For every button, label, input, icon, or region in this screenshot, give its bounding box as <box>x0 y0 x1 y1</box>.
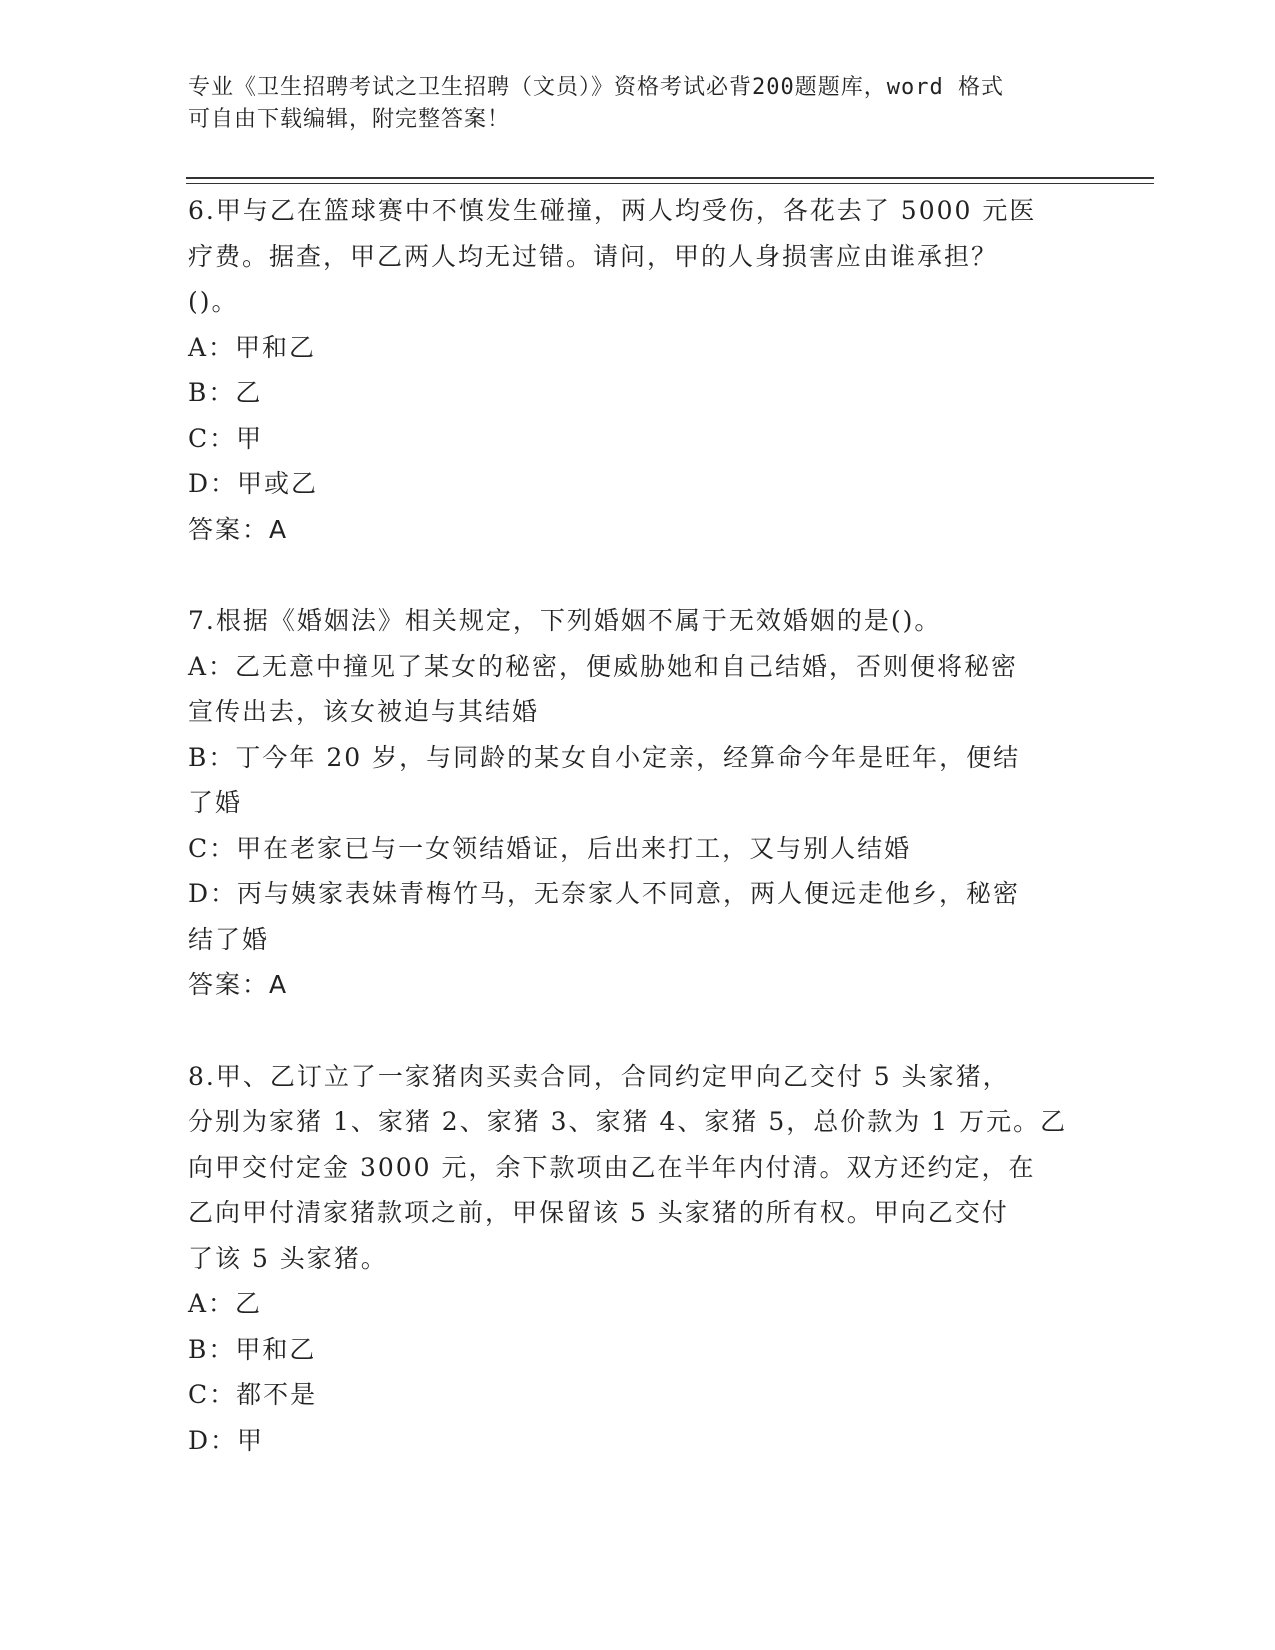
question-text-line: ()。 <box>188 287 239 316</box>
option-d <box>188 871 1088 962</box>
option-line: C：甲 <box>188 423 264 453</box>
option-b <box>188 735 1088 826</box>
header-line: 专业《卫生招聘考试之卫生招聘（文员）》资格考试必背200题题库，word 格式 <box>188 75 1004 100</box>
option-c <box>188 416 1088 462</box>
question-item <box>188 598 1088 1008</box>
question-item <box>188 1054 1088 1464</box>
header-line: 可自由下载编辑，附完整答案！ <box>188 107 511 132</box>
option-line: A：乙无意中撞见了某女的秘密，便威胁她和自己结婚，否则便将秘密 <box>188 651 1019 681</box>
option-b <box>188 1327 1088 1373</box>
question-text-line: 了该 5 头家猪。 <box>188 1243 388 1273</box>
option-line: B：甲和乙 <box>188 1334 317 1364</box>
option-line: 了婚 <box>188 788 243 817</box>
option-a <box>188 325 1088 371</box>
option-line: A：乙 <box>188 1289 263 1318</box>
option-b <box>188 370 1088 416</box>
question-text-line: 7.根据《婚姻法》相关规定，下列婚姻不属于无效婚姻的是()。 <box>188 606 942 635</box>
option-line: A：甲和乙 <box>188 332 317 362</box>
answer-line: 答案：A <box>188 514 289 544</box>
question-text-line: 8.甲、乙订立了一家猪肉买卖合同，合同约定甲向乙交付 5 头家猪， <box>188 1061 1010 1091</box>
question-text-line: 6.甲与乙在篮球赛中不慎发生碰撞，两人均受伤，各花去了 5000 元医 <box>188 196 1037 225</box>
option-line: D：甲或乙 <box>188 469 319 498</box>
question-item <box>188 188 1088 552</box>
option-line: C：都不是 <box>188 1380 318 1409</box>
question-text <box>188 1054 1088 1282</box>
spacer <box>188 1008 1088 1054</box>
option-d <box>188 1418 1088 1464</box>
option-line: D：甲 <box>188 1425 265 1455</box>
question-text-line: 向甲交付定金 3000 元，余下款项由乙在半年内付清。双方还约定，在 <box>188 1152 1036 1182</box>
option-line: B：丁今年 20 岁，与同龄的某女自小定亲，经算命今年是旺年，便结 <box>188 742 1021 772</box>
spacer <box>188 552 1088 598</box>
answer-line: 答案：A <box>188 970 289 999</box>
option-line: 结了婚 <box>188 924 270 954</box>
option-line: C：甲在老家已与一女领结婚证，后出来打工，又与别人结婚 <box>188 833 912 863</box>
question-text-line: 疗费。据查，甲乙两人均无过错。请问，甲的人身损害应由谁承担？ <box>188 241 999 271</box>
question-text-line: 分别为家猪 1、家猪 2、家猪 3、家猪 4、家猪 5，总价款为 1 万元。乙 <box>188 1107 1068 1136</box>
question-text <box>188 188 1088 325</box>
header-divider <box>186 183 1154 184</box>
option-line: 宣传出去，该女被迫与其结婚 <box>188 697 540 726</box>
option-c <box>188 1372 1088 1418</box>
question-text <box>188 598 1088 644</box>
option-line: B：乙 <box>188 378 263 407</box>
header-divider <box>186 177 1154 179</box>
option-a <box>188 1281 1088 1327</box>
question-list <box>188 188 1088 1463</box>
option-line: D：丙与姨家表妹青梅竹马，无奈家人不同意，两人便远走他乡，秘密 <box>188 879 1021 908</box>
question-text-line: 乙向甲付清家猪款项之前，甲保留该 5 头家猪的所有权。甲向乙交付 <box>188 1198 1009 1227</box>
option-c <box>188 826 1088 872</box>
document-header <box>188 72 1068 136</box>
option-a <box>188 644 1088 735</box>
option-d <box>188 461 1088 507</box>
